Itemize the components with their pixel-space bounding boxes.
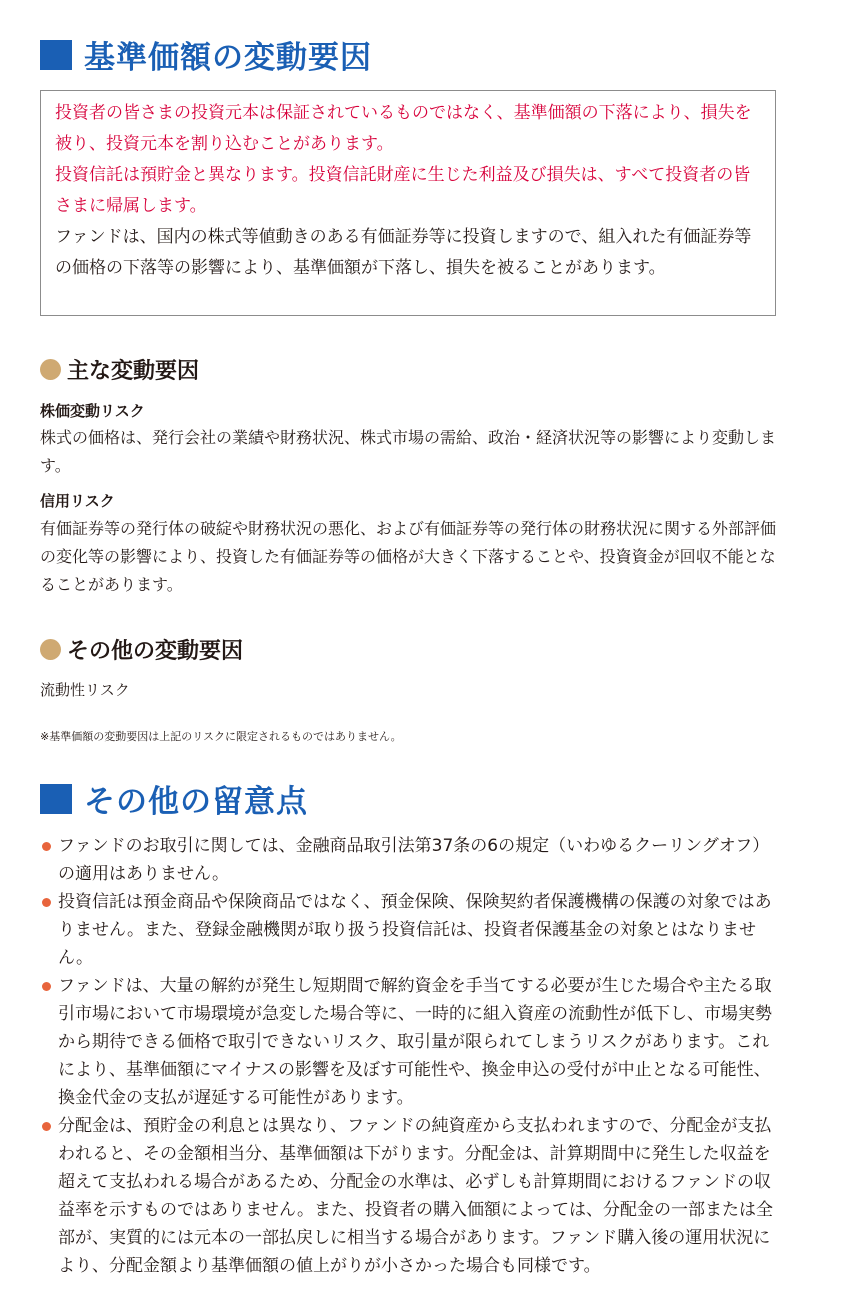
list-item — [40, 1112, 785, 1280]
risk-text-credit: 有価証券等の発行体の破綻や財務状況の悪化、および有価証券等の発行体の財務状況に関する外部評価の変化等の影響により、投資した有価証券等の価格が大きく下落することや、投資資金が回収不能となることがあります。 — [40, 519, 777, 594]
warning-box — [40, 90, 776, 316]
section-title: その他の留意点 — [84, 784, 308, 820]
warning-red-text-1: 投資者の皆さまの投資元本は保証されているものではなく、基準価額の下落により、損失を被り、投資元本を割り込むことがあります。 — [55, 103, 752, 154]
risk-title-credit: 信用リスク — [40, 492, 115, 510]
footnote: ※基準価額の変動要因は上記のリスクに限定されるものではありません。 — [40, 730, 402, 743]
subheading-title: その他の変動要因 — [67, 639, 244, 664]
circle-bullet-icon — [40, 359, 61, 380]
subheading-other-factors — [40, 634, 243, 665]
risk-text-stock: 株式の価格は、発行会社の業績や財務状況、株式市場の需給、政治・経済状況等の影響により変動します。 — [40, 428, 777, 475]
risk-title-stock: 株価変動リスク — [40, 402, 145, 420]
list-item — [40, 832, 785, 888]
bullet-dot-icon — [42, 982, 51, 991]
heading-square-icon — [40, 784, 72, 814]
list-item-text: ファンドのお取引に関しては、金融商品取引法第37条の6の規定（いわゆるクーリングオフ）の適用はありません。 — [58, 836, 770, 884]
section-heading-fluctuation — [40, 32, 372, 77]
bullet-dot-icon — [42, 842, 51, 851]
bullet-dot-icon — [42, 898, 51, 907]
section-title: 基準価額の変動要因 — [84, 40, 372, 76]
liquidity-risk-label: 流動性リスク — [40, 681, 130, 699]
list-item-text: ファンドは、大量の解約が発生し短期間で解約資金を手当てする必要が生じた場合や主たる取引市場において市場環境が急変した場合等に、一時的に組入資産の流動性が低下し、市場実勢から期待できる価格で取引できないリスク、取引量が限られてしまうリスクがあります。これにより、基準価額にマイナスの影響を及ぼす可能性や、換金申込の受付が中止となる可能性、換金代金の支払が遅延する可能性があります。 — [58, 976, 772, 1108]
subheading-main-factors — [40, 354, 199, 385]
notes-list — [40, 832, 785, 1280]
circle-bullet-icon — [40, 639, 61, 660]
list-item-text: 投資信託は預金商品や保険商品ではなく、預金保険、保険契約者保護機構の保護の対象ではありません。また、登録金融機関が取り扱う投資信託は、投資者保護基金の対象とはなりません。 — [58, 892, 772, 968]
warning-black-text: ファンドは、国内の株式等値動きのある有価証券等に投資しますので、組入れた有価証券等の価格の下落等の影響により、基準価額が下落し、損失を被ることがあります。 — [55, 227, 752, 278]
section-heading-other-notes — [40, 776, 308, 821]
subheading-title: 主な変動要因 — [67, 359, 200, 384]
list-item — [40, 888, 785, 972]
list-item-text: 分配金は、預貯金の利息とは異なり、ファンドの純資産から支払われますので、分配金が支払われると、その金額相当分、基準価額は下がります。分配金は、計算期間中に発生した収益を超えて支払われる場合があるため、分配金の水準は、必ずしも計算期間におけるファンドの収益率を示すものではありません。また、投資者の購入価額によっては、分配金の一部または全部が、実質的には元本の一部払戻しに相当する場合があります。ファンド購入後の運用状況により、分配金額より基準価額の値上がりが小さかった場合も同様です。 — [58, 1116, 774, 1276]
heading-square-icon — [40, 40, 72, 70]
warning-red-text-2: 投資信託は預貯金と異なります。投資信託財産に生じた利益及び損失は、すべて投資者の皆さまに帰属します。 — [55, 165, 751, 216]
list-item — [40, 972, 785, 1112]
bullet-dot-icon — [42, 1122, 51, 1131]
